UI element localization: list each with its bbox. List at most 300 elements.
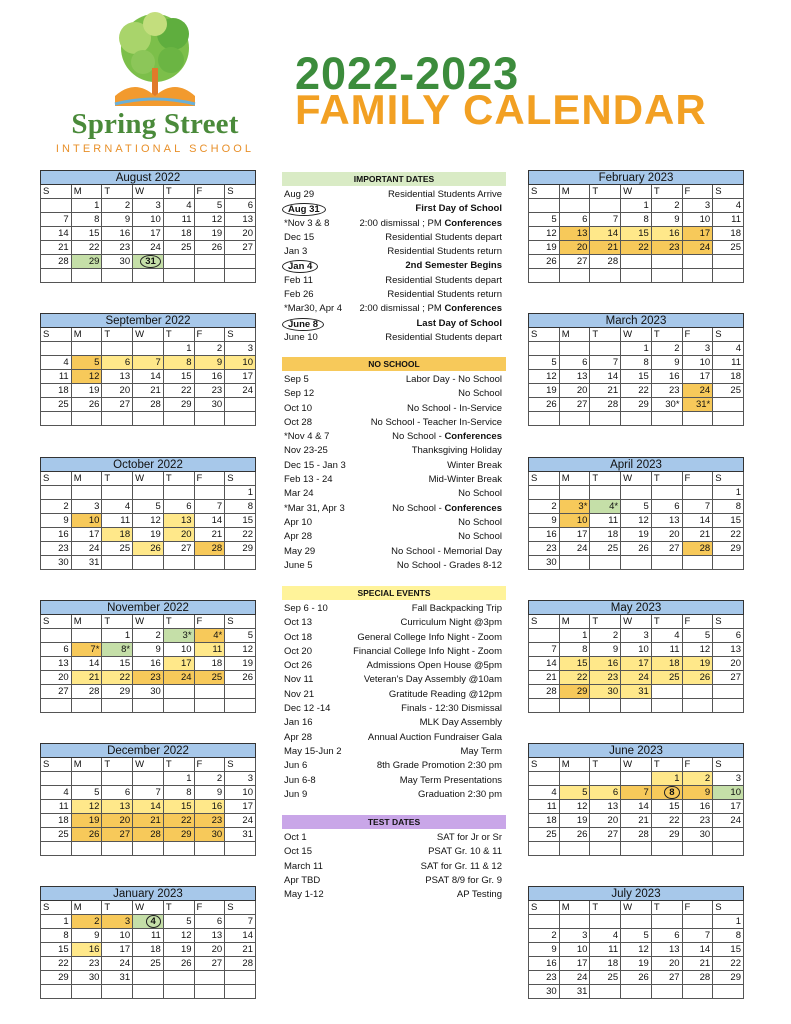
day-cell: 16 xyxy=(529,528,560,542)
day-cell xyxy=(651,412,682,426)
day-cell: 31 xyxy=(71,556,102,570)
day-cell: 10 xyxy=(163,643,194,657)
day-cell xyxy=(559,486,590,500)
day-cell: 5 xyxy=(559,786,590,800)
weekday-label: T xyxy=(651,901,682,915)
day-cell xyxy=(682,685,713,699)
day-cell: 23 xyxy=(41,542,72,556)
event-description: PSAT 8/9 for Gr. 9 xyxy=(425,874,502,886)
day-cell: 19 xyxy=(529,241,560,255)
weekday-label: T xyxy=(163,472,194,486)
day-cell xyxy=(102,842,133,856)
day-cell: 15 xyxy=(713,943,744,957)
event-date: Oct 18 xyxy=(284,631,312,643)
day-cell: 5 xyxy=(71,786,102,800)
day-cell: 9 xyxy=(194,786,225,800)
day-cell: 4 xyxy=(41,356,72,370)
day-cell: 3 xyxy=(71,500,102,514)
day-cell: 12 xyxy=(682,643,713,657)
day-cell xyxy=(163,985,194,999)
day-cell: 28 xyxy=(41,255,72,269)
day-cell xyxy=(102,412,133,426)
day-cell: 25 xyxy=(102,542,133,556)
day-cell: 31 xyxy=(225,828,256,842)
day-cell xyxy=(225,842,256,856)
month-title: January 2023 xyxy=(41,887,256,901)
event-date: May 15-Jun 2 xyxy=(284,745,342,757)
day-cell: 14 xyxy=(682,514,713,528)
month-calendar xyxy=(40,313,256,426)
day-cell: 9 xyxy=(651,213,682,227)
event-row xyxy=(282,274,506,288)
day-cell: 17 xyxy=(163,657,194,671)
day-cell: 10 xyxy=(682,213,713,227)
day-cell: 23 xyxy=(529,971,560,985)
day-cell xyxy=(682,985,713,999)
day-cell: 20 xyxy=(194,943,225,957)
day-cell xyxy=(651,486,682,500)
day-cell xyxy=(529,412,560,426)
day-cell xyxy=(41,772,72,786)
day-cell: 2 xyxy=(194,342,225,356)
day-cell: 30 xyxy=(71,971,102,985)
weekday-label: T xyxy=(651,758,682,772)
day-cell xyxy=(590,985,621,999)
day-cell: 20 xyxy=(163,528,194,542)
day-cell: 14 xyxy=(590,227,621,241)
day-cell: 29 xyxy=(713,971,744,985)
day-cell: 9 xyxy=(133,643,164,657)
event-description: Gratitude Reading @12pm xyxy=(388,688,502,700)
day-cell: 24 xyxy=(621,671,652,685)
day-cell xyxy=(194,556,225,570)
day-cell xyxy=(529,486,560,500)
day-cell: 8* xyxy=(102,643,133,657)
event-description: No School xyxy=(458,488,502,500)
day-cell xyxy=(133,556,164,570)
day-cell: 12 xyxy=(621,943,652,957)
day-cell: 19 xyxy=(621,528,652,542)
event-description: Residential Students return xyxy=(387,289,502,301)
day-cell xyxy=(163,269,194,283)
day-cell: 13 xyxy=(651,943,682,957)
day-cell: 4* xyxy=(194,629,225,643)
day-cell xyxy=(71,629,102,643)
event-date: Jan 4 xyxy=(282,260,318,273)
day-cell: 30 xyxy=(194,398,225,412)
special-events-section xyxy=(282,586,506,802)
weekday-label: W xyxy=(621,758,652,772)
event-date: Dec 15 - Jan 3 xyxy=(284,459,346,471)
day-cell: 20 xyxy=(41,671,72,685)
weekday-label: W xyxy=(133,758,164,772)
day-cell: 2 xyxy=(133,629,164,643)
day-cell: 17 xyxy=(102,943,133,957)
day-cell xyxy=(133,772,164,786)
event-date: Apr TBD xyxy=(284,874,321,886)
day-cell xyxy=(102,269,133,283)
day-cell: 26 xyxy=(133,542,164,556)
day-cell: 21 xyxy=(621,814,652,828)
day-cell: 18 xyxy=(194,657,225,671)
day-cell: 3* xyxy=(163,629,194,643)
day-cell xyxy=(621,699,652,713)
day-cell: 19 xyxy=(194,227,225,241)
event-description: 2nd Semester Begins xyxy=(405,260,502,272)
weekday-label: W xyxy=(133,328,164,342)
day-cell: 29 xyxy=(621,398,652,412)
day-cell xyxy=(225,971,256,985)
day-cell: 31* xyxy=(682,398,713,412)
event-description: Admissions Open House @5pm xyxy=(366,660,502,672)
day-cell xyxy=(713,985,744,999)
weekday-label: S xyxy=(529,328,560,342)
event-description: Graduation 2:30 pm xyxy=(418,788,502,800)
month-calendar xyxy=(528,457,744,570)
event-row xyxy=(282,259,506,273)
day-cell xyxy=(163,486,194,500)
day-cell: 27 xyxy=(713,671,744,685)
day-cell: 15 xyxy=(621,370,652,384)
event-description: AP Testing xyxy=(456,889,502,901)
day-cell: 4 xyxy=(529,786,560,800)
day-cell: 16 xyxy=(590,657,621,671)
day-cell: 27 xyxy=(102,398,133,412)
event-description: 2:00 dismissal ; PM Conferences xyxy=(359,217,502,229)
event-row xyxy=(282,631,506,645)
event-date: Jan 16 xyxy=(284,717,313,729)
day-cell xyxy=(713,398,744,412)
day-cell: 22 xyxy=(163,814,194,828)
day-cell: 8 xyxy=(41,929,72,943)
day-cell: 22 xyxy=(102,671,133,685)
day-cell: 7 xyxy=(133,356,164,370)
day-cell: 3 xyxy=(102,915,133,929)
month-calendar xyxy=(528,886,744,999)
weekday-label: T xyxy=(651,328,682,342)
day-cell xyxy=(133,971,164,985)
day-cell: 16 xyxy=(71,943,102,957)
day-cell xyxy=(133,699,164,713)
day-cell xyxy=(133,269,164,283)
day-cell: 11 xyxy=(590,514,621,528)
event-date: Apr 28 xyxy=(284,531,312,543)
event-date: *Nov 3 & 8 xyxy=(284,217,330,229)
weekday-label: T xyxy=(102,901,133,915)
day-cell: 24 xyxy=(225,814,256,828)
event-date: Oct 20 xyxy=(284,645,312,657)
day-cell: 15 xyxy=(225,514,256,528)
day-cell xyxy=(529,629,560,643)
day-cell: 1 xyxy=(163,342,194,356)
weekday-label: T xyxy=(163,185,194,199)
day-cell xyxy=(713,556,744,570)
day-cell: 11 xyxy=(102,514,133,528)
event-description: No School - In-Service xyxy=(406,402,502,414)
weekday-label: M xyxy=(559,901,590,915)
event-description: Finals - 12:30 Dismissal xyxy=(401,703,502,715)
day-cell xyxy=(163,971,194,985)
day-cell xyxy=(71,772,102,786)
day-cell: 21 xyxy=(71,671,102,685)
weekday-label: S xyxy=(41,615,72,629)
month-title: December 2022 xyxy=(41,744,256,758)
day-cell xyxy=(163,412,194,426)
event-row xyxy=(282,845,506,859)
day-cell: 3 xyxy=(225,772,256,786)
event-row xyxy=(282,516,506,530)
day-cell xyxy=(529,699,560,713)
day-cell xyxy=(621,255,652,269)
event-description: No School xyxy=(458,388,502,400)
event-date: Oct 10 xyxy=(284,402,312,414)
day-cell: 26 xyxy=(225,671,256,685)
day-cell xyxy=(41,412,72,426)
weekday-label: T xyxy=(651,615,682,629)
day-cell: 24 xyxy=(713,814,744,828)
event-description: Mid-Winter Break xyxy=(428,474,502,486)
day-cell: 18 xyxy=(529,814,560,828)
day-cell: 18 xyxy=(41,814,72,828)
day-cell: 26 xyxy=(163,957,194,971)
day-cell: 13 xyxy=(651,514,682,528)
day-cell: 7 xyxy=(133,786,164,800)
day-cell: 27 xyxy=(651,971,682,985)
day-cell: 12 xyxy=(133,514,164,528)
day-cell: 5 xyxy=(621,500,652,514)
weekday-label: T xyxy=(590,472,621,486)
day-cell xyxy=(41,842,72,856)
event-date: Nov 11 xyxy=(284,674,314,686)
day-cell xyxy=(102,342,133,356)
day-cell: 28 xyxy=(71,685,102,699)
event-description: Residential Students Arrive xyxy=(387,189,502,200)
day-cell: 10 xyxy=(225,356,256,370)
event-date: Nov 21 xyxy=(284,688,315,700)
day-cell: 1 xyxy=(713,486,744,500)
event-description: Financial College Info Night - Zoom xyxy=(353,645,502,657)
day-cell: 25 xyxy=(713,241,744,255)
day-cell: 28 xyxy=(590,255,621,269)
day-cell: 12 xyxy=(163,929,194,943)
day-cell: 5 xyxy=(529,356,560,370)
day-cell xyxy=(133,255,164,269)
event-row xyxy=(282,430,506,444)
weekday-label: M xyxy=(71,758,102,772)
day-cell xyxy=(590,486,621,500)
weekday-label: T xyxy=(590,328,621,342)
day-cell: 17 xyxy=(559,957,590,971)
event-row xyxy=(282,645,506,659)
day-cell xyxy=(41,199,72,213)
weekday-label: T xyxy=(102,328,133,342)
day-cell xyxy=(225,255,256,269)
month-title: September 2022 xyxy=(41,314,256,328)
day-cell: 28 xyxy=(682,542,713,556)
day-cell xyxy=(621,772,652,786)
weekday-label: F xyxy=(194,901,225,915)
day-cell: 21 xyxy=(590,384,621,398)
month-title: April 2023 xyxy=(529,458,744,472)
day-cell xyxy=(41,629,72,643)
day-cell: 8 xyxy=(621,213,652,227)
day-cell xyxy=(590,915,621,929)
day-cell: 30 xyxy=(682,828,713,842)
day-cell: 22 xyxy=(621,241,652,255)
day-cell: 15 xyxy=(71,227,102,241)
day-cell xyxy=(590,556,621,570)
weekday-label: T xyxy=(590,758,621,772)
weekday-label: T xyxy=(651,185,682,199)
day-cell: 11 xyxy=(133,929,164,943)
day-cell: 8 xyxy=(71,213,102,227)
day-cell xyxy=(651,786,682,800)
day-cell: 8 xyxy=(713,929,744,943)
day-cell: 1 xyxy=(102,629,133,643)
event-date: June 5 xyxy=(284,559,313,571)
day-cell xyxy=(682,699,713,713)
day-cell: 30 xyxy=(590,685,621,699)
day-cell: 14 xyxy=(590,370,621,384)
weekday-label: S xyxy=(713,615,744,629)
weekday-label: S xyxy=(529,901,560,915)
event-date: May 29 xyxy=(284,545,316,557)
weekday-label: S xyxy=(713,901,744,915)
day-cell: 29 xyxy=(651,828,682,842)
day-cell: 11 xyxy=(41,370,72,384)
month-calendar xyxy=(528,313,744,426)
event-description: No School - Conferences xyxy=(392,431,502,443)
day-cell: 28 xyxy=(133,828,164,842)
day-cell: 16 xyxy=(682,800,713,814)
day-cell: 7 xyxy=(41,213,72,227)
school-name: Spring Street xyxy=(71,108,239,140)
day-cell: 20 xyxy=(559,241,590,255)
day-cell: 14 xyxy=(133,800,164,814)
day-cell: 16 xyxy=(102,227,133,241)
day-cell: 28 xyxy=(225,957,256,971)
day-cell: 3 xyxy=(713,772,744,786)
day-cell xyxy=(559,772,590,786)
day-cell: 2 xyxy=(529,500,560,514)
day-cell: 3 xyxy=(133,199,164,213)
day-cell: 1 xyxy=(713,915,744,929)
weekday-label: T xyxy=(102,185,133,199)
day-cell xyxy=(71,342,102,356)
day-cell xyxy=(559,342,590,356)
event-description: MLK Day Assembly xyxy=(419,717,502,729)
day-cell: 23 xyxy=(194,814,225,828)
day-cell xyxy=(133,412,164,426)
day-cell xyxy=(529,842,560,856)
event-row xyxy=(282,688,506,702)
day-cell: 6 xyxy=(225,199,256,213)
day-cell: 14 xyxy=(682,943,713,957)
day-cell: 25 xyxy=(41,828,72,842)
weekday-label: F xyxy=(194,758,225,772)
event-date: Jan 3 xyxy=(284,246,308,258)
day-cell xyxy=(682,269,713,283)
day-cell: 16 xyxy=(651,227,682,241)
day-cell: 22 xyxy=(163,384,194,398)
day-cell: 19 xyxy=(621,957,652,971)
day-cell: 20 xyxy=(102,384,133,398)
day-cell: 8 xyxy=(621,356,652,370)
day-cell: 25 xyxy=(163,241,194,255)
weekday-label: F xyxy=(682,615,713,629)
day-cell: 29 xyxy=(41,971,72,985)
day-cell: 30 xyxy=(194,828,225,842)
day-cell: 22 xyxy=(651,814,682,828)
event-date: Aug 31 xyxy=(282,203,326,216)
day-cell xyxy=(194,985,225,999)
event-description: No School xyxy=(458,516,502,528)
day-cell: 15 xyxy=(559,657,590,671)
day-cell: 24 xyxy=(682,241,713,255)
day-cell: 27 xyxy=(41,685,72,699)
day-cell: 21 xyxy=(529,671,560,685)
event-description: Winter Break xyxy=(447,459,502,471)
day-cell: 29 xyxy=(163,828,194,842)
day-cell: 28 xyxy=(133,398,164,412)
day-cell: 10 xyxy=(559,943,590,957)
day-cell: 1 xyxy=(621,199,652,213)
day-cell: 1 xyxy=(71,199,102,213)
weekday-label: W xyxy=(621,472,652,486)
event-date: Oct 26 xyxy=(284,660,312,672)
circled-date: 4 xyxy=(146,915,161,928)
day-cell xyxy=(225,699,256,713)
day-cell xyxy=(559,915,590,929)
event-description: Last Day of School xyxy=(416,317,502,329)
event-row xyxy=(282,659,506,673)
weekday-label: T xyxy=(102,472,133,486)
day-cell xyxy=(621,556,652,570)
day-cell xyxy=(559,269,590,283)
day-cell: 15 xyxy=(102,657,133,671)
day-cell xyxy=(225,685,256,699)
day-cell xyxy=(133,486,164,500)
day-cell xyxy=(41,985,72,999)
event-row xyxy=(282,673,506,687)
day-cell: 3 xyxy=(682,342,713,356)
weekday-label: T xyxy=(590,615,621,629)
day-cell: 7 xyxy=(682,929,713,943)
event-row xyxy=(282,302,506,316)
day-cell: 10 xyxy=(225,786,256,800)
day-cell: 13 xyxy=(559,370,590,384)
event-description: Residential Students depart xyxy=(385,231,502,243)
day-cell xyxy=(713,412,744,426)
day-cell: 7 xyxy=(194,500,225,514)
event-date: Feb 13 - 24 xyxy=(284,474,333,486)
day-cell: 19 xyxy=(71,384,102,398)
day-cell: 15 xyxy=(163,800,194,814)
event-row xyxy=(282,702,506,716)
day-cell xyxy=(559,556,590,570)
day-cell: 14 xyxy=(529,657,560,671)
day-cell: 3 xyxy=(225,342,256,356)
day-cell: 21 xyxy=(682,528,713,542)
day-cell xyxy=(651,915,682,929)
day-cell: 16 xyxy=(651,370,682,384)
day-cell xyxy=(41,269,72,283)
event-description: Curriculum Night @3pm xyxy=(400,617,502,629)
event-description: May Term Presentations xyxy=(399,774,502,786)
day-cell: 24 xyxy=(559,971,590,985)
day-cell: 26 xyxy=(559,828,590,842)
event-row xyxy=(282,616,506,630)
